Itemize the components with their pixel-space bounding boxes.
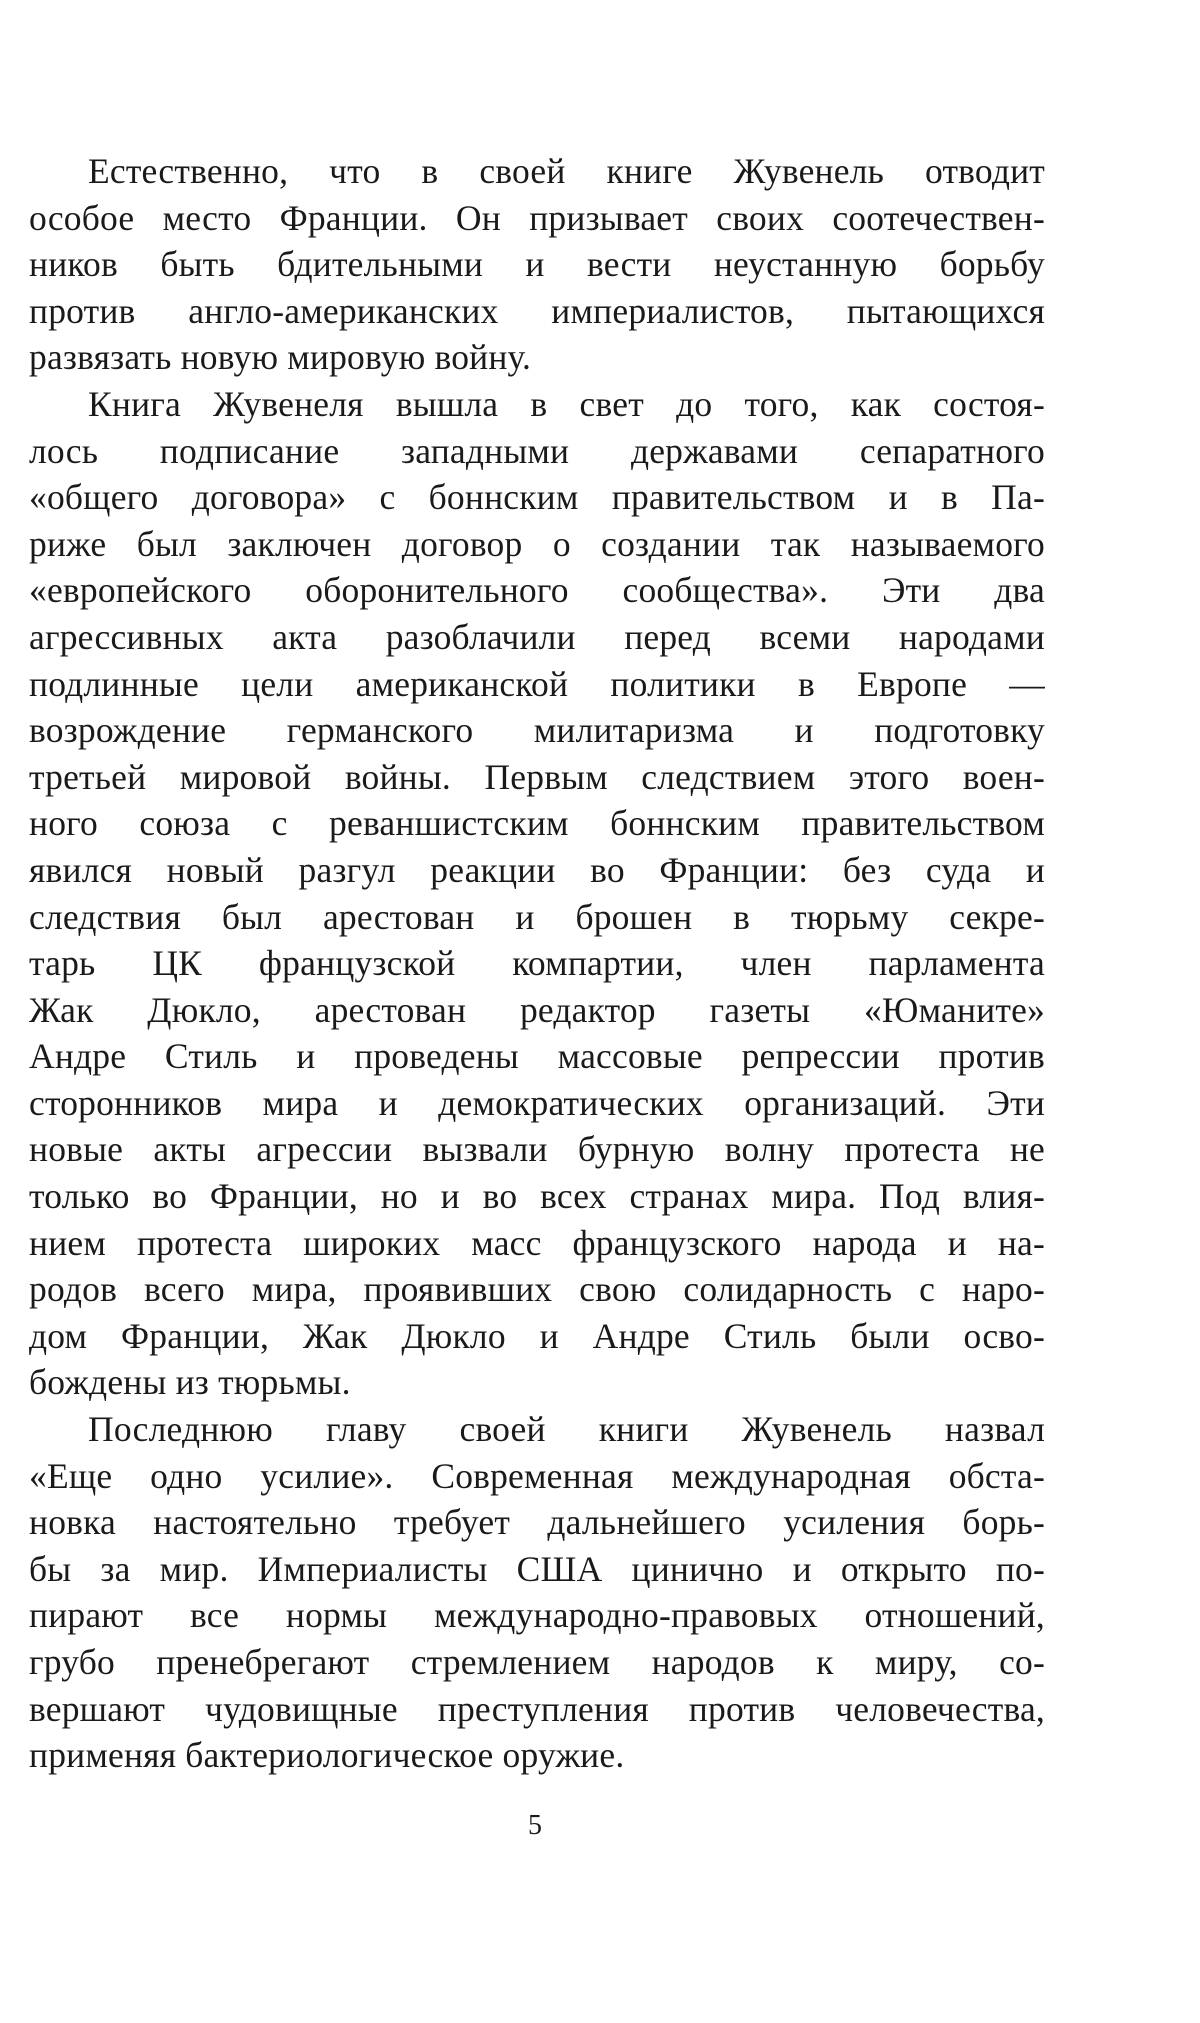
text-line: лось подписание западными державами сепаратного xyxy=(29,430,1045,471)
text-line: Естественно, что в своей книге Жувенель отводит xyxy=(88,151,1045,191)
text-line: нием протеста широких масс французского народа и на- xyxy=(29,1222,1045,1263)
text-line: применяя бактериологическое оружие. xyxy=(29,1735,625,1776)
text-line: подлинные цели американской политики в Европе — xyxy=(29,663,1045,704)
text-line: третьей мировой войны. Первым следствием этого воен- xyxy=(29,756,1045,797)
text-line: агрессивных акта разоблачили перед всеми народами xyxy=(29,616,1045,657)
text-line: Последнюю главу своей книги Жувенель назвал xyxy=(88,1409,1045,1450)
text-line: риже был заключен договор о создании так называемого xyxy=(29,523,1045,564)
text-line: пирают все нормы международно-правовых отношений, xyxy=(29,1595,1045,1636)
text-line: только во Франции, но и во всех странах мира. Под влия- xyxy=(29,1176,1045,1217)
text-line: дом Франции, Жак Дюкло и Андре Стиль были осво- xyxy=(29,1315,1045,1356)
paragraph xyxy=(29,1406,1045,1779)
text-line: следствия был арестован и брошен в тюрьму секре- xyxy=(29,896,1045,937)
text-line: новые акты агрессии вызвали бурную волну протеста не xyxy=(29,1129,1045,1170)
text-line: тарь ЦК французской компартии, член парламента xyxy=(29,943,1045,984)
text-line: явился новый разгул реакции во Франции: без суда и xyxy=(29,849,1045,890)
text-line: бождены из тюрьмы. xyxy=(29,1362,351,1403)
text-line: бы за мир. Империалисты США цинично и открыто по- xyxy=(29,1548,1045,1589)
page-number: 5 xyxy=(528,1810,542,1841)
text-line: развязать новую мировую войну. xyxy=(29,337,532,378)
text-line: ного союза с реваншистским боннским правительством xyxy=(29,803,1045,844)
text-line: «Еще одно усилие». Современная международная обста- xyxy=(29,1455,1045,1496)
text-line: «общего договора» с боннским правительством и в Па- xyxy=(29,477,1045,518)
text-line: Андре Стиль и проведены массовые репрессии против xyxy=(29,1036,1045,1077)
paragraph xyxy=(29,148,1045,381)
text-line: особое место Франции. Он призывает своих соотечествен- xyxy=(29,197,1045,238)
text-line: Жак Дюкло, арестован редактор газеты «Юманите» xyxy=(29,989,1045,1030)
text-line: вершают чудовищные преступления против человечества, xyxy=(29,1688,1045,1729)
text-line: сторонников мира и демократических организаций. Эти xyxy=(29,1082,1045,1123)
text-line: Книга Жувенеля вышла в свет до того, как состоя- xyxy=(88,383,1045,424)
text-line: грубо пренебрегают стремлением народов к миру, со- xyxy=(29,1642,1045,1682)
text-line: против англо-американских империалистов, пытающихся xyxy=(29,290,1045,331)
text-line: новка настоятельно требует дальнейшего усиления борь- xyxy=(29,1502,1045,1543)
text-line: родов всего мира, проявивших свою солидарность с наро- xyxy=(29,1269,1045,1310)
text-line: «европейского оборонительного сообщества». Эти два xyxy=(29,570,1045,611)
text-line: возрождение германского милитаризма и подготовку xyxy=(29,710,1045,751)
body-text xyxy=(29,148,1045,1779)
text-line: ников быть бдительными и вести неустанную борьбу xyxy=(29,244,1045,285)
paragraph xyxy=(29,381,1045,1406)
